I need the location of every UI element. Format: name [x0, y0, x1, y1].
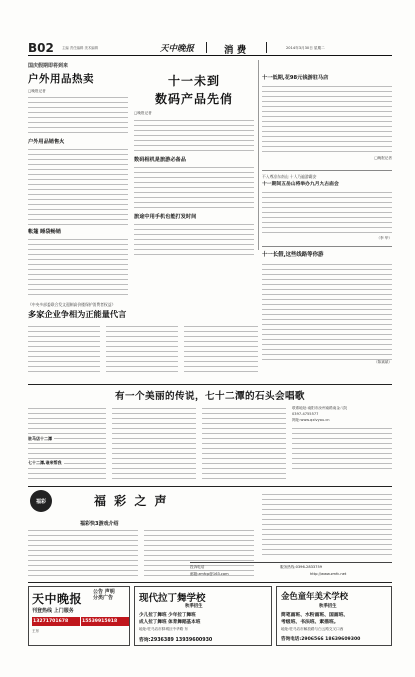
- right-story-3-body: [262, 262, 392, 360]
- paper-ad: [28, 586, 130, 646]
- art-ad-phone: 咨询电话:2906566 18639609300: [281, 637, 361, 642]
- legend-phone: 0397-4755577: [292, 412, 319, 416]
- lottery-body-3: [262, 492, 392, 558]
- lottery-logo: [30, 490, 52, 512]
- legend-body-3: [202, 406, 286, 482]
- paper-ad-extra: 王东: [32, 629, 40, 633]
- masthead-divider-2: [266, 42, 267, 53]
- lottery-title: 福 彩 之 声: [94, 494, 169, 508]
- legend-headline: 有一个美丽的传说，七十二潭的石头会唱歌: [115, 391, 305, 402]
- legend-ad: [28, 388, 392, 484]
- right-story-2-body: [262, 190, 392, 236]
- lottery-contact-right: 服务热线:0396-2833759: [280, 565, 323, 569]
- art-ad-season: 秋季招生: [319, 604, 337, 609]
- dance-ad: [134, 586, 272, 646]
- center-subhead-2: 旅途中用手机也能打发时间: [134, 214, 197, 220]
- lottery-logo-text: 福彩: [35, 498, 46, 505]
- right-story-3-headline: 十一长假,这些线路等你游: [262, 252, 324, 258]
- dance-ad-season: 秋季招生: [185, 604, 203, 609]
- paper-ad-service-2: 声明: [104, 589, 115, 595]
- lead-body-1: [28, 95, 128, 135]
- legend-contact-value: 南阳市汝州南路南金八院: [307, 406, 348, 410]
- center-body-2: [134, 165, 254, 209]
- paper-ad-phone-1: 13271701678: [33, 618, 69, 624]
- lottery-email: 邮箱:zmfcp@163.com: [190, 572, 229, 576]
- art-ad: [276, 586, 392, 646]
- right-story-3-byline: （陈斌斌）: [374, 360, 392, 364]
- middle-body-col-3: [184, 324, 258, 374]
- middle-headline: 多家企业争相为正能量代言: [28, 309, 127, 319]
- right-divider-1: [262, 170, 392, 171]
- right-story-1: [262, 74, 392, 166]
- middle-article: [28, 302, 258, 374]
- middle-body-col-2: [106, 324, 178, 374]
- paper-logo: 天中晚报: [160, 44, 195, 54]
- lead-body-2: [28, 147, 128, 225]
- center-article: [134, 72, 254, 252]
- ads-top-rule: [28, 582, 392, 583]
- paper-ad-phone-1-box: [32, 617, 80, 626]
- paper-ad-service-1: 公告: [93, 589, 104, 595]
- right-divider-2: [262, 246, 392, 247]
- lottery-web: http://www.zmfc.net: [310, 572, 347, 576]
- right-story-2-headline: 十一期间五岳山将举办九月九古庙会: [262, 182, 339, 187]
- lead-kicker: 国庆假期即将到来: [28, 63, 69, 69]
- center-body-1: [134, 118, 254, 152]
- masthead-divider: [206, 42, 207, 53]
- center-title-1: 十一未到: [167, 74, 220, 88]
- lead-headline: 户外用品热卖: [28, 73, 94, 85]
- art-ad-address: 地址:驻马店市解放路与白云路交叉口西: [281, 627, 344, 631]
- issue-date: 2014年3月30日 星期二: [286, 46, 325, 50]
- legend-subhead-1: 驻马店十二潭: [28, 436, 52, 441]
- center-body-3: [134, 222, 254, 256]
- paper-ad-phone-2-box: [81, 617, 129, 626]
- lead-body-3: [28, 237, 128, 295]
- lottery-top-rule: [28, 486, 392, 487]
- legend-top-rule: [28, 384, 392, 385]
- dance-ad-phone: 咨询:2936389 13939600930: [139, 638, 213, 643]
- art-ad-name: 金色童年美术学校: [281, 591, 348, 601]
- lottery-contact-left: 投诉电话: [190, 565, 205, 569]
- legend-web-label: 网址:: [292, 418, 301, 422]
- legend-contact-row: [292, 406, 392, 411]
- dance-ad-address: 地址:驻马店市驿城区中华路 东: [139, 627, 189, 631]
- center-title-2: 数码产品先俏: [154, 92, 233, 106]
- center-subhead-1: 数码相机是旅游必备品: [134, 157, 186, 163]
- legend-body-2: [112, 406, 196, 482]
- lottery-contact-bar: [190, 562, 392, 580]
- legend-contact-box: [292, 406, 392, 482]
- dance-ad-line-2: 成人拉丁舞班 体育舞蹈基本班: [139, 620, 201, 625]
- legend-web-row: [292, 418, 392, 423]
- right-story-2-byline: （李 华）: [376, 236, 392, 240]
- paper-ad-sub: 刊登热线 上门服务: [32, 608, 74, 614]
- section-name: 消 费: [224, 45, 247, 56]
- right-story-2: [262, 174, 392, 244]
- legend-body-1: [28, 406, 106, 482]
- masthead-meta: 主编 责任编辑 美术编辑: [62, 46, 99, 50]
- art-ad-line-1: 简笔画班、水粉画班、国画班、: [281, 613, 349, 618]
- middle-kicker: 《中央多部委联合发文遏制高价楼保护消费者权益》: [28, 302, 116, 307]
- right-story-1-headline: 十一低期,花98元钱游驻马店: [262, 75, 329, 81]
- legend-web-value: www.qxlvyou.cn: [300, 418, 330, 422]
- paper-ad-service-3: 分类广告: [93, 595, 114, 601]
- lottery-body-1: [28, 528, 138, 580]
- lottery-article-title: 福彩快3游戏介绍: [80, 521, 119, 527]
- column-rule-1: [258, 60, 259, 250]
- right-story-1-byline: □晚报记者: [374, 156, 392, 160]
- dance-ad-line-1: 少儿拉丁舞班 少年拉丁舞班: [139, 613, 196, 618]
- legend-subhead-2: 七十二潭,谁来帮我: [28, 460, 62, 465]
- middle-body-col-1: [28, 324, 100, 374]
- paper-ad-phone-2: 15539915918: [82, 618, 118, 624]
- legend-contact-body: [292, 426, 392, 470]
- center-byline: □晚报记者: [134, 111, 152, 115]
- dance-ad-name: 现代拉丁舞学校: [139, 593, 206, 604]
- lead-article: [28, 60, 128, 300]
- paper-ad-name: 天中晚报: [32, 592, 83, 606]
- paper-ad-services: [93, 589, 129, 601]
- page-code: B02: [28, 41, 54, 55]
- right-story-1-body: [262, 84, 392, 156]
- legend-contact-label: 联系地址:: [292, 406, 308, 410]
- right-story-2-pre: 不入尊凉东南山 十人乃遍游霸安: [262, 174, 317, 179]
- lead-subhead-2: 帐篷 睡袋畅销: [28, 229, 61, 235]
- art-ad-line-2: 考级班、书法班、素描班。: [281, 620, 339, 625]
- right-story-3: [262, 250, 392, 370]
- lead-subhead-1: 户外用品销售火: [28, 139, 65, 145]
- lead-byline: □晚报记者: [28, 89, 46, 93]
- masthead: [28, 40, 392, 56]
